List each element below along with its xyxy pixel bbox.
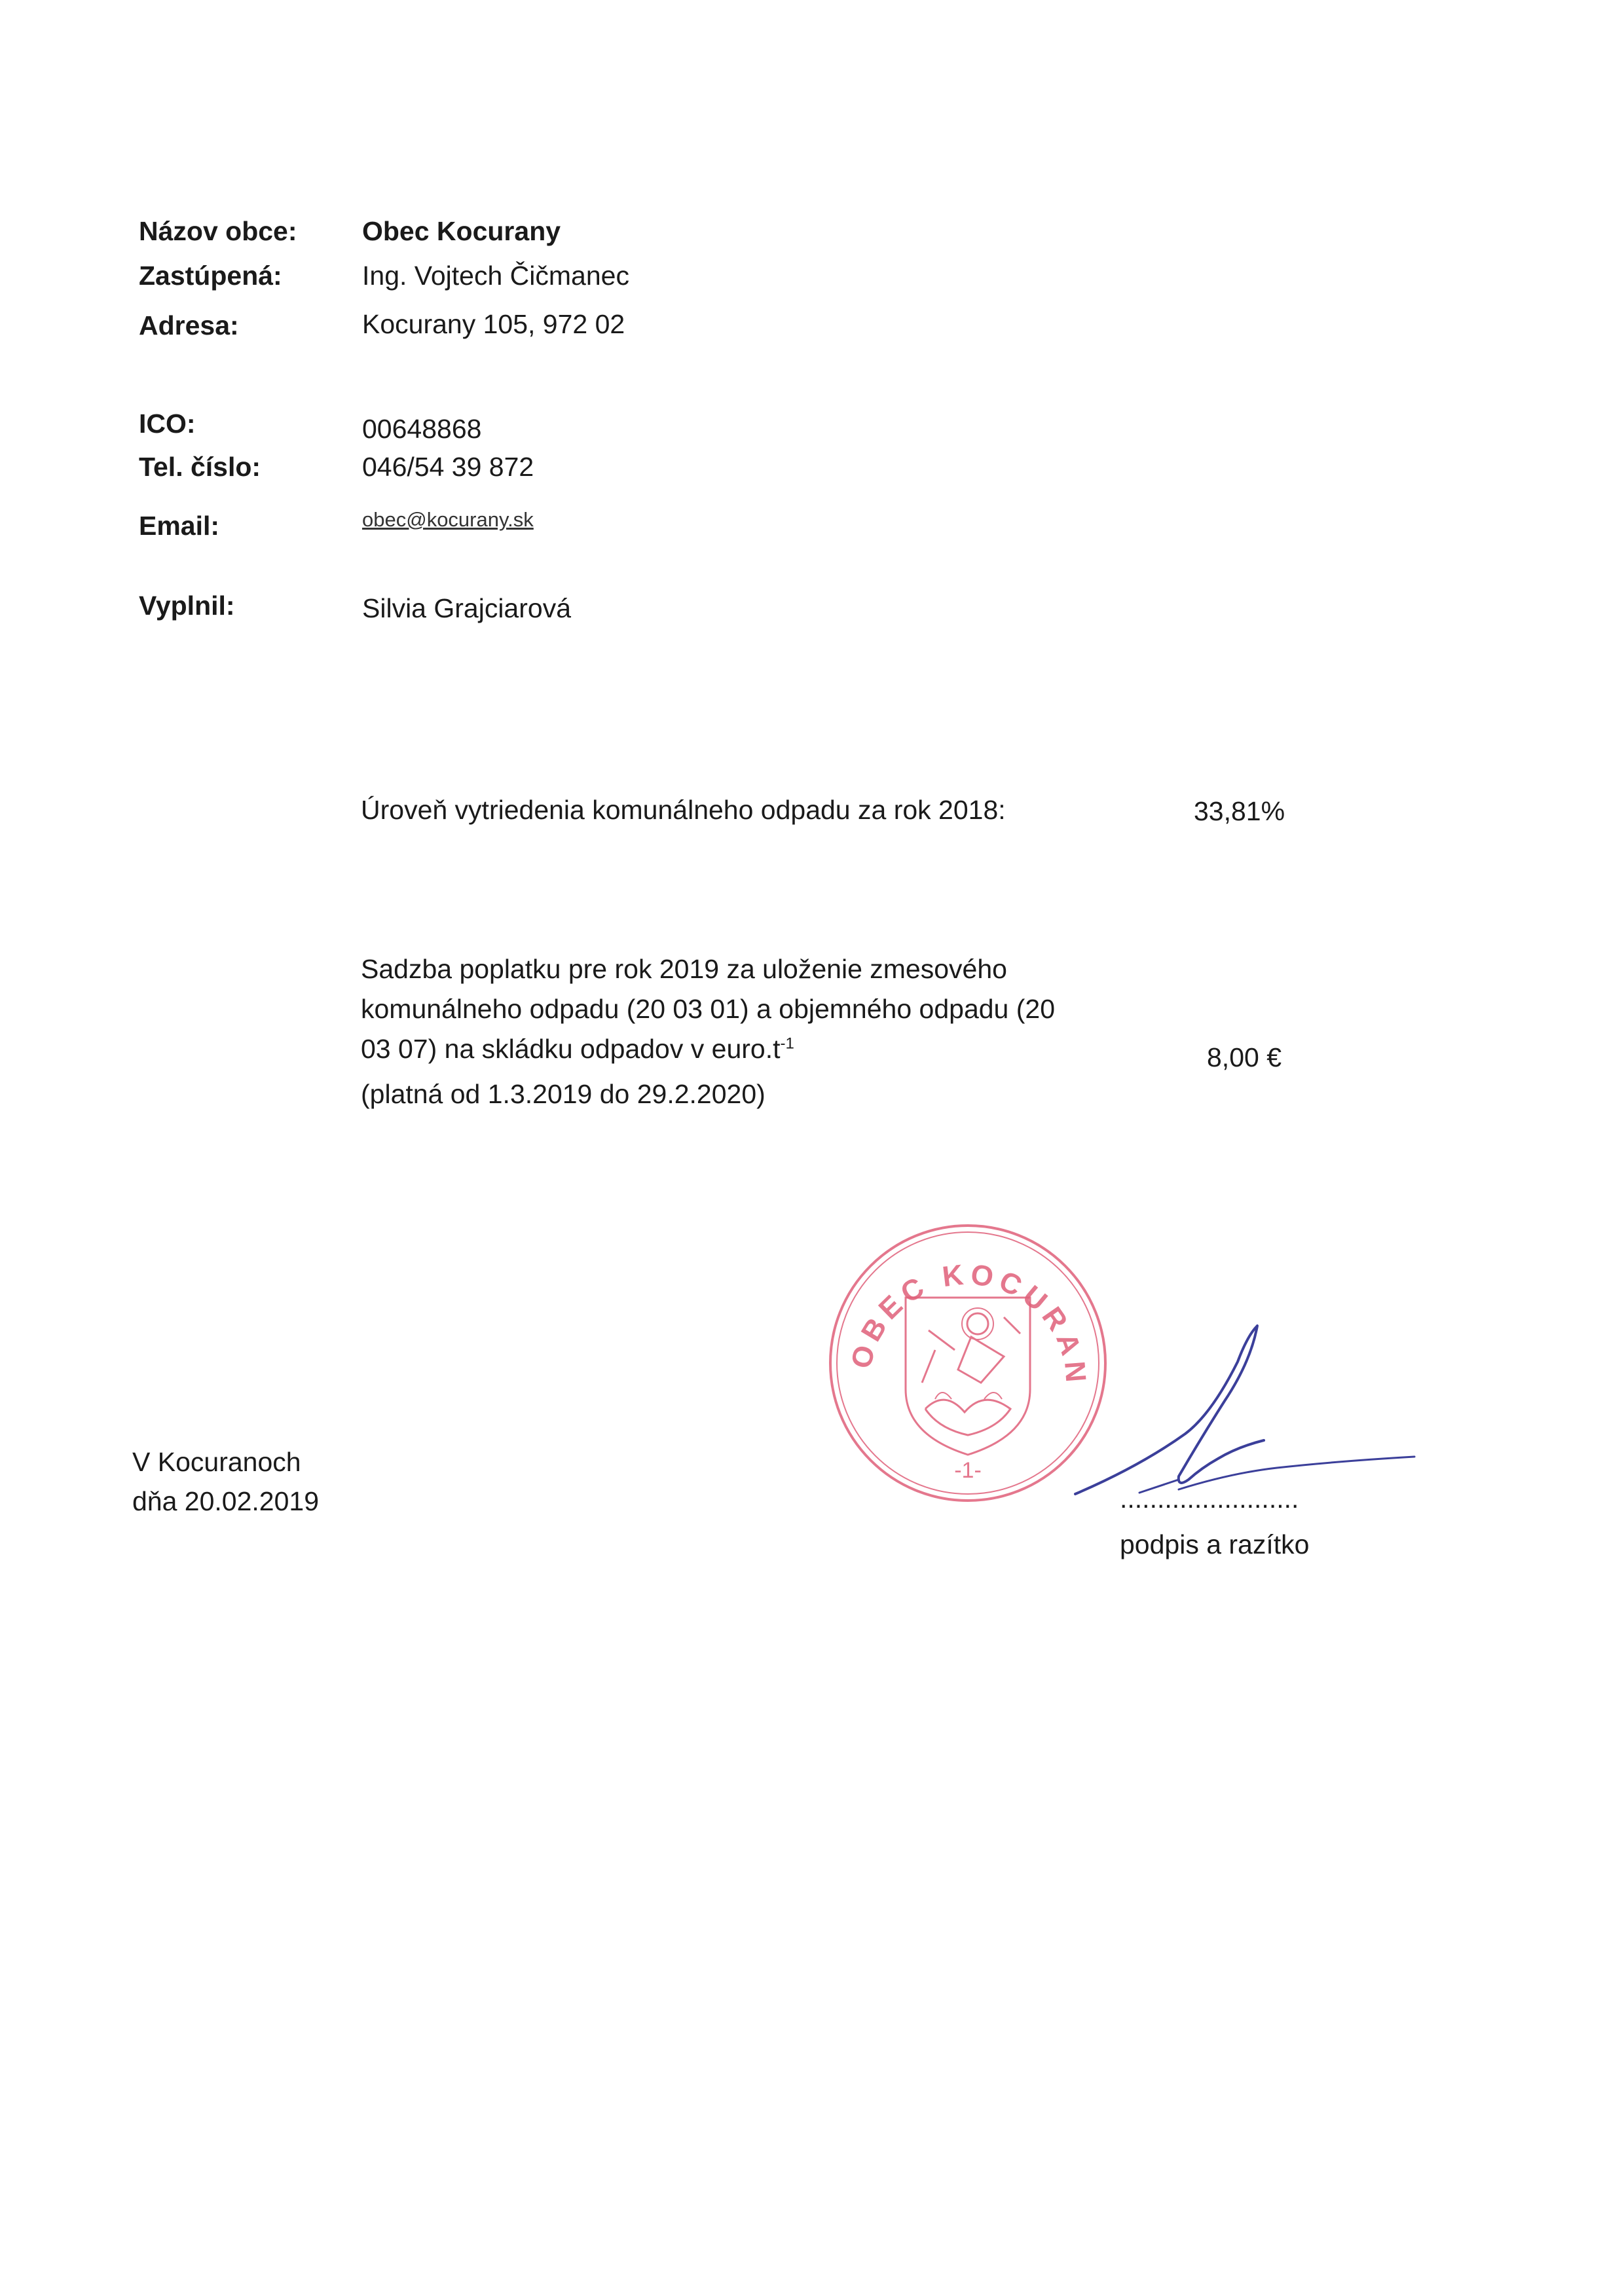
tel-value: 046/54 39 872 <box>362 452 534 482</box>
signature-dotted-line: ........................ <box>1120 1484 1299 1514</box>
place-text: V Kocuranoch <box>132 1447 301 1477</box>
represented-by-value: Ing. Vojtech Čičmanec <box>362 261 629 291</box>
date-text: dňa 20.02.2019 <box>132 1486 319 1516</box>
municipality-name-value: Obec Kocurany <box>362 216 561 246</box>
tel-label: Tel. číslo: <box>139 452 261 482</box>
ico-value: 00648868 <box>362 414 482 444</box>
fee-line-3-text: 03 07) na skládku odpadov v euro.t <box>361 1034 781 1064</box>
fee-description <box>361 949 1055 1114</box>
fee-line-2: komunálneho odpadu (20 03 01) a objemného odpadu (20 <box>361 994 1055 1024</box>
sorting-level-label: Úroveň vytriedenia komunálneho odpadu za rok 2018: <box>361 795 1006 825</box>
ico-label: ICO: <box>139 409 196 439</box>
stamp-text: OBEC KOCURAN <box>845 1258 1092 1389</box>
stamp-number: -1- <box>954 1458 982 1483</box>
email-link[interactable]: obec@kocurany.sk <box>362 508 534 531</box>
address-label: Adresa: <box>139 310 239 340</box>
filled-by-label: Vyplnil: <box>139 591 235 621</box>
represented-by-label: Zastúpená: <box>139 261 282 291</box>
fee-validity: (platná od 1.3.2019 do 29.2.2020) <box>361 1079 766 1109</box>
address-value: Kocurany 105, 972 02 <box>362 309 625 339</box>
email-label: Email: <box>139 511 220 541</box>
fee-line-1: Sadzba poplatku pre rok 2019 za uloženie zmesového <box>361 954 1007 984</box>
municipality-name-label: Názov obce: <box>139 216 297 246</box>
filled-by-value: Silvia Grajciarová <box>362 593 571 623</box>
fee-unit-exponent: -1 <box>780 1034 794 1053</box>
fee-line-3 <box>361 1029 1055 1069</box>
fee-value: 8,00 € <box>1207 1042 1282 1072</box>
sorting-level-value: 33,81% <box>1194 796 1285 826</box>
signature-caption: podpis a razítko <box>1120 1529 1310 1559</box>
